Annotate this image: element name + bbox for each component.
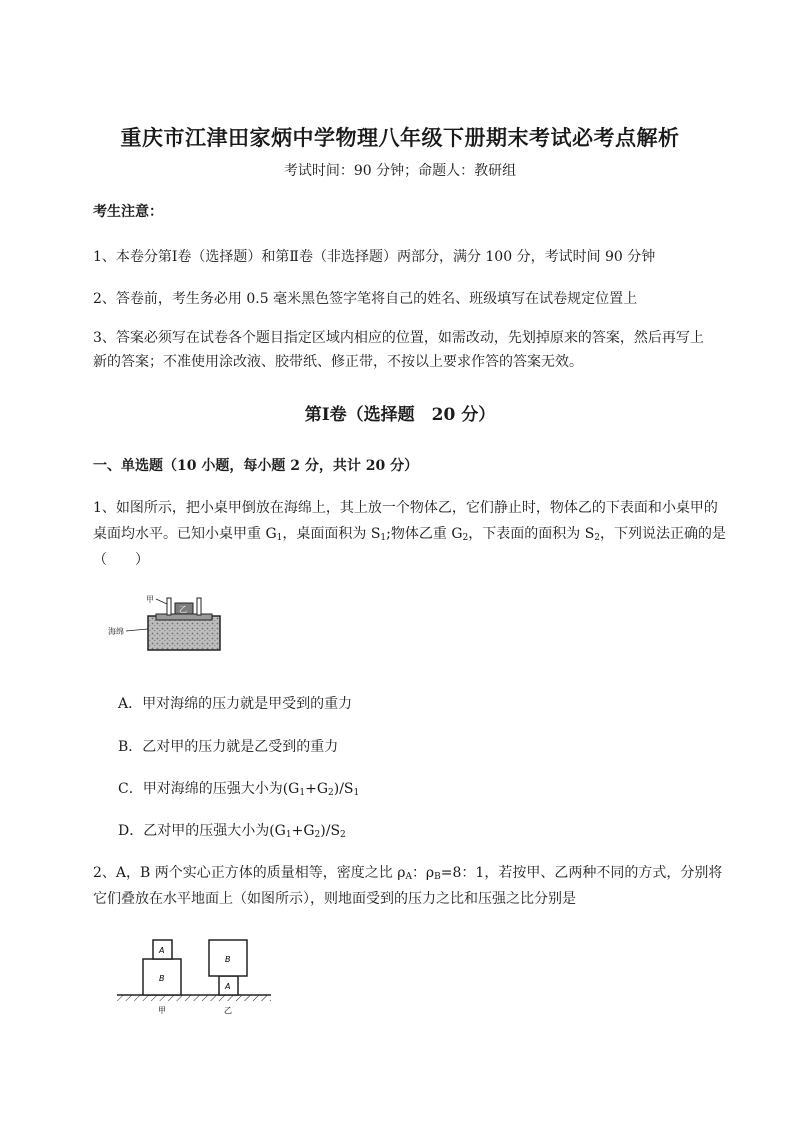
q2-text-line-1: 2、A，B 两个实心正方体的质量相等，密度之比 $\rho_A$：$\rho_B=8$：1，若按甲、乙两种不同的方式，分别将 bbox=[93, 865, 723, 882]
table-top bbox=[156, 614, 212, 620]
label-sponge: 海绵 bbox=[108, 627, 124, 636]
notice-item-1: 1、本卷分第Ⅰ卷（选择题）和第Ⅱ卷（非选择题）两部分，满分 100 分，考试时间 90 分钟 bbox=[93, 249, 656, 265]
q2-text-line-2: 它们叠放在水平地面上（如图所示），则地面受到的压力之比和压强之比分别是 bbox=[93, 891, 576, 907]
sponge-block bbox=[148, 616, 220, 650]
label-jia: 甲 bbox=[146, 595, 154, 604]
q1-option-b[interactable]: B．乙对甲的压力就是乙受到的重力 bbox=[118, 739, 339, 755]
exam-info: 考试时间：90 分钟；命题人：教研组 bbox=[283, 163, 517, 179]
q1-text-line-2: 桌面均水平。已知小桌甲重 $G_1$，桌面面积为 $S_1$;物体乙重 $G_2$，下表面的面积为 $S_2$，下列说法正确的是 bbox=[93, 526, 727, 543]
notice-item-3: 3、答案必须写在试卷各个题目指定区域内相应的位置，如需改动，先划掉原来的答案，然后再写上新的答案；不准使用涂改液、胶带纸、修正带，不按以上要求作答的答案无效。 bbox=[93, 330, 704, 370]
part-heading: 一、单选题（10 小题，每小题 2 分，共计 20 分） bbox=[93, 458, 419, 474]
q1-figure-sponge-table bbox=[106, 592, 236, 654]
table-leg-left bbox=[167, 598, 171, 615]
q2-figure-stacked-cubes bbox=[115, 935, 275, 1017]
label-yi: 乙 bbox=[179, 605, 187, 614]
yi-label-a: A bbox=[225, 982, 231, 991]
table-leg-right bbox=[197, 598, 201, 615]
yi-label-b: B bbox=[225, 955, 231, 964]
notice-item-2: 2、答卷前，考生务必用 0.5 毫米黑色签字笔将自己的姓名、班级填写在试卷规定位置上 bbox=[93, 291, 638, 307]
q1-text-line-1: 1、如图所示，把小桌甲倒放在海绵上，其上放一个物体乙，它们静止时，物体乙的下表面和小桌甲的 bbox=[93, 500, 718, 516]
jia-label-b: B bbox=[159, 974, 165, 983]
section-title: 第Ⅰ卷（选择题 20 分） bbox=[304, 405, 496, 425]
label-jia: 甲 bbox=[158, 1006, 166, 1015]
q1-answer-blank: （ ） bbox=[93, 552, 149, 568]
q1-option-a[interactable]: A．甲对海绵的压力就是甲受到的重力 bbox=[118, 696, 353, 712]
q1-option-c[interactable]: C．甲对海绵的压强大小为$(G_1+G_2)/S_1$ bbox=[118, 781, 360, 798]
q1-option-d[interactable]: D．乙对甲的压强大小为$(G_1+G_2)/S_2$ bbox=[118, 823, 346, 840]
jia-label-a: A bbox=[159, 946, 165, 955]
page-title: 重庆市江津田家炳中学物理八年级下册期末考试必考点解析 bbox=[120, 125, 680, 150]
label-yi: 乙 bbox=[224, 1006, 232, 1015]
ground-hatch bbox=[117, 995, 271, 1001]
notice-heading: 考生注意： bbox=[93, 204, 163, 220]
